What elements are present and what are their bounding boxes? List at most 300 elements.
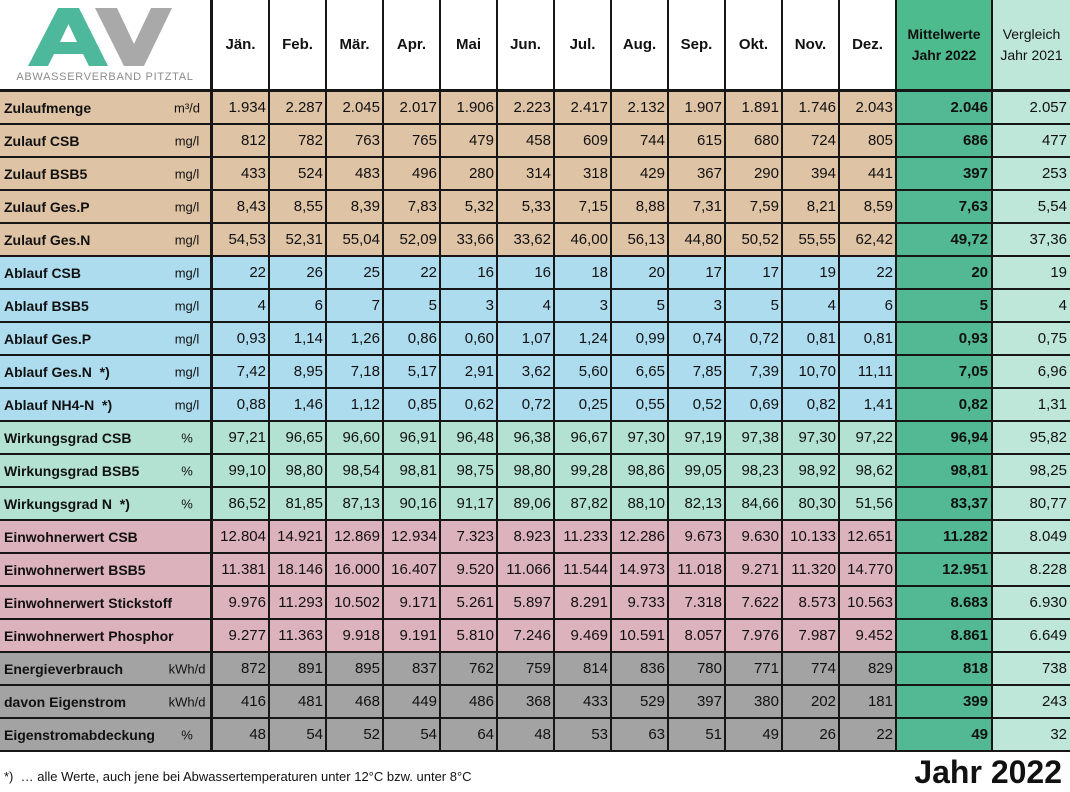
month-value: 52,31 (270, 224, 327, 257)
month-value: 82,13 (669, 488, 726, 521)
month-value: 0,52 (669, 389, 726, 422)
row-header (0, 356, 213, 389)
compare-value: 0,75 (993, 323, 1070, 356)
logo-letter-v (95, 8, 172, 66)
month-value: 1,07 (498, 323, 555, 356)
month-value: 481 (270, 686, 327, 719)
row-header (0, 125, 213, 158)
mean-value: 7,05 (897, 356, 993, 389)
row-label: Einwohnerwert CSB (4, 528, 138, 545)
row-label: Zulauf CSB (4, 132, 80, 149)
month-value: 2.017 (384, 92, 441, 125)
month-value: 7,83 (384, 191, 441, 224)
month-value: 1,12 (327, 389, 384, 422)
month-value: 6 (270, 290, 327, 323)
month-value: 837 (384, 653, 441, 686)
month-value: 22 (384, 257, 441, 290)
compare-value: 6.930 (993, 587, 1070, 620)
compare-value: 1,31 (993, 389, 1070, 422)
month-value: 22 (213, 257, 270, 290)
compare-value: 477 (993, 125, 1070, 158)
mean-value: 397 (897, 158, 993, 191)
compare-value: 19 (993, 257, 1070, 290)
month-value: 5.261 (441, 587, 498, 620)
month-value: 0,60 (441, 323, 498, 356)
month-value: 5,17 (384, 356, 441, 389)
month-value: 9.733 (612, 587, 669, 620)
month-value: 8,55 (270, 191, 327, 224)
month-value: 8,21 (783, 191, 840, 224)
month-value: 782 (270, 125, 327, 158)
logo-mark (0, 0, 210, 70)
month-value: 52,09 (384, 224, 441, 257)
month-value: 97,30 (612, 422, 669, 455)
month-value: 1,46 (270, 389, 327, 422)
compare-value: 95,82 (993, 422, 1070, 455)
mean-value: 0,93 (897, 323, 993, 356)
month-value: 468 (327, 686, 384, 719)
month-value: 872 (213, 653, 270, 686)
row-header (0, 719, 213, 752)
mean-value: 5 (897, 290, 993, 323)
month-value: 48 (213, 719, 270, 752)
compare-value: 80,77 (993, 488, 1070, 521)
logo-text: ABWASSERVERBAND PITZTAL (16, 71, 194, 83)
month-value: 8.057 (669, 620, 726, 653)
month-value: 314 (498, 158, 555, 191)
row-unit: mg/l (174, 397, 200, 412)
month-value: 3 (441, 290, 498, 323)
row-unit: kWh/d (168, 694, 206, 709)
month-value: 14.770 (840, 554, 897, 587)
month-value: 280 (441, 158, 498, 191)
month-value: 10.133 (783, 521, 840, 554)
month-value: 97,22 (840, 422, 897, 455)
month-value: 26 (783, 719, 840, 752)
row-unit: % (181, 496, 193, 511)
month-value: 7,85 (669, 356, 726, 389)
month-header: Apr. (384, 0, 441, 92)
month-value: 51 (669, 719, 726, 752)
mean-value: 49 (897, 719, 993, 752)
month-value: 98,23 (726, 455, 783, 488)
month-value: 0,62 (441, 389, 498, 422)
month-value: 2.132 (612, 92, 669, 125)
month-value: 97,19 (669, 422, 726, 455)
row-unit: mg/l (174, 298, 200, 313)
row-unit: % (181, 727, 193, 742)
row-label: Wirkungsgrad N *) (4, 495, 130, 512)
compare-value: 5,54 (993, 191, 1070, 224)
month-value: 8,95 (270, 356, 327, 389)
compare-value: 4 (993, 290, 1070, 323)
month-value: 26 (270, 257, 327, 290)
month-value: 5,32 (441, 191, 498, 224)
logo-cell (0, 0, 213, 92)
month-value: 380 (726, 686, 783, 719)
month-value: 0,82 (783, 389, 840, 422)
footer (0, 752, 1070, 792)
month-value: 87,13 (327, 488, 384, 521)
month-value: 0,69 (726, 389, 783, 422)
month-value: 9.976 (213, 587, 270, 620)
month-value: 12.869 (327, 521, 384, 554)
month-value: 0,72 (726, 323, 783, 356)
month-value: 14.973 (612, 554, 669, 587)
mean-value: 49,72 (897, 224, 993, 257)
mean-value: 818 (897, 653, 993, 686)
row-header (0, 455, 213, 488)
month-value: 814 (555, 653, 612, 686)
row-label: Ablauf Ges.N *) (4, 363, 110, 380)
month-value: 609 (555, 125, 612, 158)
month-header: Jul. (555, 0, 612, 92)
month-value: 1.891 (726, 92, 783, 125)
month-value: 96,48 (441, 422, 498, 455)
month-value: 80,30 (783, 488, 840, 521)
month-value: 680 (726, 125, 783, 158)
mean-value: 7,63 (897, 191, 993, 224)
month-value: 7.976 (726, 620, 783, 653)
month-value: 9.918 (327, 620, 384, 653)
row-header (0, 653, 213, 686)
month-value: 2.417 (555, 92, 612, 125)
month-value: 9.277 (213, 620, 270, 653)
mean-header-year: Jahr 2022 (911, 46, 977, 63)
mean-value: 0,82 (897, 389, 993, 422)
month-value: 9.191 (384, 620, 441, 653)
month-value: 10,70 (783, 356, 840, 389)
month-value: 394 (783, 158, 840, 191)
month-value: 98,80 (270, 455, 327, 488)
month-header: Aug. (612, 0, 669, 92)
month-value: 97,30 (783, 422, 840, 455)
month-value: 1.746 (783, 92, 840, 125)
month-value: 2.043 (840, 92, 897, 125)
month-value: 96,38 (498, 422, 555, 455)
month-value: 63 (612, 719, 669, 752)
month-value: 99,05 (669, 455, 726, 488)
month-value: 87,82 (555, 488, 612, 521)
month-value: 0,81 (840, 323, 897, 356)
row-header (0, 521, 213, 554)
row-header (0, 587, 213, 620)
month-value: 8,39 (327, 191, 384, 224)
row-header (0, 257, 213, 290)
compare-value: 32 (993, 719, 1070, 752)
month-value: 6 (840, 290, 897, 323)
mean-value: 686 (897, 125, 993, 158)
month-value: 2,91 (441, 356, 498, 389)
month-value: 48 (498, 719, 555, 752)
mean-value: 96,94 (897, 422, 993, 455)
month-value: 181 (840, 686, 897, 719)
month-value: 441 (840, 158, 897, 191)
month-value: 805 (840, 125, 897, 158)
mean-value: 8.861 (897, 620, 993, 653)
row-label: Wirkungsgrad BSB5 (4, 462, 140, 479)
month-value: 97,38 (726, 422, 783, 455)
month-value: 1.934 (213, 92, 270, 125)
month-value: 812 (213, 125, 270, 158)
month-value: 18.146 (270, 554, 327, 587)
month-value: 5 (612, 290, 669, 323)
row-header (0, 686, 213, 719)
month-header: Mär. (327, 0, 384, 92)
month-value: 51,56 (840, 488, 897, 521)
compare-header-title: Vergleich (1002, 25, 1061, 42)
month-value: 449 (384, 686, 441, 719)
row-header (0, 488, 213, 521)
month-value: 7 (327, 290, 384, 323)
month-value: 433 (555, 686, 612, 719)
month-value: 8.923 (498, 521, 555, 554)
compare-value: 2.057 (993, 92, 1070, 125)
month-value: 7.323 (441, 521, 498, 554)
footnote: *) … alle Werte, auch jene bei Abwassertemperaturen unter 12°C bzw. unter 8°C (4, 769, 472, 784)
month-value: 2.287 (270, 92, 327, 125)
month-value: 54 (384, 719, 441, 752)
month-value: 49 (726, 719, 783, 752)
month-value: 759 (498, 653, 555, 686)
month-value: 9.673 (669, 521, 726, 554)
month-value: 7,31 (669, 191, 726, 224)
month-value: 20 (612, 257, 669, 290)
month-value: 64 (441, 719, 498, 752)
month-value: 429 (612, 158, 669, 191)
row-label: Ablauf CSB (4, 264, 81, 281)
row-label: Zulauf BSB5 (4, 165, 88, 182)
month-value: 836 (612, 653, 669, 686)
month-value: 55,55 (783, 224, 840, 257)
month-header: Jän. (213, 0, 270, 92)
month-value: 8.573 (783, 587, 840, 620)
month-value: 6,65 (612, 356, 669, 389)
month-value: 762 (441, 653, 498, 686)
month-value: 11.544 (555, 554, 612, 587)
month-value: 10.591 (612, 620, 669, 653)
row-label: Zulauf Ges.N (4, 231, 91, 248)
month-value: 202 (783, 686, 840, 719)
month-value: 0,81 (783, 323, 840, 356)
month-value: 17 (669, 257, 726, 290)
row-header (0, 422, 213, 455)
month-value: 7.987 (783, 620, 840, 653)
month-value: 11,11 (840, 356, 897, 389)
month-value: 8,88 (612, 191, 669, 224)
month-value: 33,62 (498, 224, 555, 257)
month-value: 96,67 (555, 422, 612, 455)
compare-value: 6,96 (993, 356, 1070, 389)
month-value: 0,93 (213, 323, 270, 356)
month-value: 7.246 (498, 620, 555, 653)
month-value: 7,18 (327, 356, 384, 389)
month-value: 4 (213, 290, 270, 323)
month-value: 81,85 (270, 488, 327, 521)
month-value: 9.520 (441, 554, 498, 587)
month-value: 19 (783, 257, 840, 290)
month-value: 483 (327, 158, 384, 191)
row-label: Einwohnerwert BSB5 (4, 561, 146, 578)
month-value: 416 (213, 686, 270, 719)
month-value: 0,88 (213, 389, 270, 422)
month-value: 9.171 (384, 587, 441, 620)
compare-value: 738 (993, 653, 1070, 686)
month-value: 724 (783, 125, 840, 158)
month-header: Sep. (669, 0, 726, 92)
row-header (0, 389, 213, 422)
month-value: 7.622 (726, 587, 783, 620)
month-value: 744 (612, 125, 669, 158)
row-label: Energieverbrauch (4, 660, 124, 677)
month-value: 524 (270, 158, 327, 191)
month-value: 54,53 (213, 224, 270, 257)
month-value: 8.291 (555, 587, 612, 620)
month-value: 0,86 (384, 323, 441, 356)
month-value: 0,25 (555, 389, 612, 422)
row-header (0, 554, 213, 587)
month-value: 96,60 (327, 422, 384, 455)
row-header (0, 158, 213, 191)
month-value: 11.066 (498, 554, 555, 587)
month-value: 14.921 (270, 521, 327, 554)
month-value: 98,75 (441, 455, 498, 488)
month-header: Jun. (498, 0, 555, 92)
row-header (0, 92, 213, 125)
logo-letter-a (28, 8, 108, 66)
month-value: 1,41 (840, 389, 897, 422)
month-value: 763 (327, 125, 384, 158)
compare-value: 243 (993, 686, 1070, 719)
month-value: 53 (555, 719, 612, 752)
month-value: 7,15 (555, 191, 612, 224)
mean-value: 399 (897, 686, 993, 719)
month-value: 5 (384, 290, 441, 323)
month-value: 98,54 (327, 455, 384, 488)
month-value: 7,42 (213, 356, 270, 389)
month-value: 98,92 (783, 455, 840, 488)
month-value: 2.223 (498, 92, 555, 125)
month-value: 7.318 (669, 587, 726, 620)
row-unit: kWh/d (168, 661, 206, 676)
row-header (0, 224, 213, 257)
mean-value: 20 (897, 257, 993, 290)
month-value: 891 (270, 653, 327, 686)
month-value: 10.502 (327, 587, 384, 620)
month-value: 98,81 (384, 455, 441, 488)
month-value: 99,10 (213, 455, 270, 488)
month-value: 1,26 (327, 323, 384, 356)
month-value: 8,43 (213, 191, 270, 224)
month-value: 368 (498, 686, 555, 719)
month-value: 458 (498, 125, 555, 158)
month-value: 290 (726, 158, 783, 191)
row-unit: mg/l (174, 331, 200, 346)
month-value: 16 (441, 257, 498, 290)
month-value: 98,62 (840, 455, 897, 488)
month-header: Okt. (726, 0, 783, 92)
month-value: 96,91 (384, 422, 441, 455)
row-unit: mg/l (174, 232, 200, 247)
month-value: 3 (669, 290, 726, 323)
compare-header-year: Jahr 2021 (1000, 46, 1063, 63)
year-title: Jahr 2022 (914, 754, 1062, 790)
month-value: 22 (840, 257, 897, 290)
month-value: 9.271 (726, 554, 783, 587)
row-unit: % (181, 463, 193, 478)
compare-value: 8.049 (993, 521, 1070, 554)
month-value: 44,80 (669, 224, 726, 257)
month-value: 98,80 (498, 455, 555, 488)
row-header (0, 323, 213, 356)
mean-value: 2.046 (897, 92, 993, 125)
row-unit: mg/l (174, 364, 200, 379)
month-value: 50,52 (726, 224, 783, 257)
month-value: 5.810 (441, 620, 498, 653)
row-unit: mg/l (174, 265, 200, 280)
month-value: 486 (441, 686, 498, 719)
month-value: 86,52 (213, 488, 270, 521)
month-value: 22 (840, 719, 897, 752)
compare-value: 98,25 (993, 455, 1070, 488)
month-value: 97,21 (213, 422, 270, 455)
mean-value: 12.951 (897, 554, 993, 587)
row-label: Ablauf NH4-N *) (4, 396, 113, 413)
month-value: 16 (498, 257, 555, 290)
month-value: 99,28 (555, 455, 612, 488)
month-value: 90,16 (384, 488, 441, 521)
row-label: Ablauf BSB5 (4, 297, 89, 314)
month-value: 1,14 (270, 323, 327, 356)
month-value: 774 (783, 653, 840, 686)
month-value: 318 (555, 158, 612, 191)
month-value: 62,42 (840, 224, 897, 257)
row-label: Zulauf Ges.P (4, 198, 90, 215)
month-value: 11.018 (669, 554, 726, 587)
mean-header-title: Mittelwerte (907, 25, 981, 42)
month-value: 0,85 (384, 389, 441, 422)
month-value: 10.563 (840, 587, 897, 620)
month-value: 367 (669, 158, 726, 191)
month-value: 780 (669, 653, 726, 686)
month-value: 17 (726, 257, 783, 290)
row-label: Ablauf Ges.P (4, 330, 92, 347)
month-value: 11.293 (270, 587, 327, 620)
month-value: 55,04 (327, 224, 384, 257)
month-value: 7,39 (726, 356, 783, 389)
month-value: 18 (555, 257, 612, 290)
compare-value: 8.228 (993, 554, 1070, 587)
month-value: 2.045 (327, 92, 384, 125)
compare-value: 253 (993, 158, 1070, 191)
month-value: 12.651 (840, 521, 897, 554)
month-value: 4 (783, 290, 840, 323)
month-value: 5,60 (555, 356, 612, 389)
row-label: davon Eigenstrom (4, 693, 127, 710)
row-label: Zulaufmenge (4, 99, 92, 116)
month-value: 96,65 (270, 422, 327, 455)
month-value: 615 (669, 125, 726, 158)
month-value: 98,86 (612, 455, 669, 488)
month-value: 12.286 (612, 521, 669, 554)
month-value: 12.934 (384, 521, 441, 554)
month-value: 1.906 (441, 92, 498, 125)
month-value: 16.000 (327, 554, 384, 587)
month-header: Feb. (270, 0, 327, 92)
month-value: 479 (441, 125, 498, 158)
row-unit: mg/l (174, 133, 200, 148)
month-value: 25 (327, 257, 384, 290)
